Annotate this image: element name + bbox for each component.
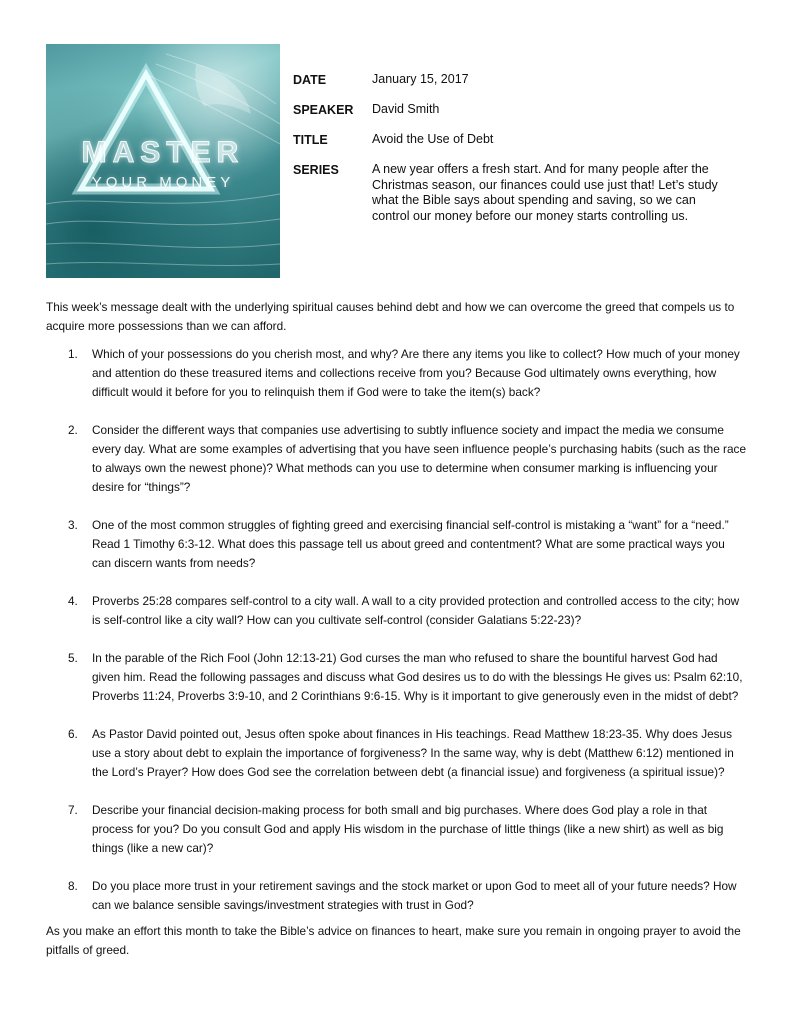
question-text: In the parable of the Rich Fool (John 12:13-21) God curses the man who refused to share the bountiful harvest God had given him. Read the following passages and discuss what God desires us to do with the blessings He gives us: Psalm 62:10, Proverbs 11:24, Proverbs 3:9-10, and 2 Corinthians 9:6-15. Why is it important to give generously even in the midst of debt? [92, 651, 743, 703]
question-item [46, 649, 746, 706]
date-row [293, 72, 763, 88]
series-label: SERIES [293, 163, 339, 177]
question-number: 5. [68, 651, 78, 665]
series-description: A new year offers a fresh start. And for many people after the Christmas season, our finances could use just that! Let’s study what the Bible says about spending and saving, so we can control our money before our money starts controlling us. [372, 162, 718, 223]
speaker-row [293, 102, 763, 118]
question-number: 4. [68, 594, 78, 608]
speaker-value: David Smith [372, 102, 440, 116]
question-number: 3. [68, 518, 78, 532]
intro-paragraph: This week’s message dealt with the underlying spiritual causes behind debt and how we can overcome the greed that compels us to acquire more possessions than we can afford. [46, 300, 735, 333]
speaker-label: SPEAKER [293, 103, 354, 117]
question-item [46, 592, 746, 630]
series-artwork [46, 44, 280, 278]
question-text: Describe your financial decision-making process for both small and big purchases. Where does God play a role in that process for you? Do you consult God and apply His wisdom in the purchase of little things (like a new shirt) as well as big things (like a new car)? [92, 803, 724, 855]
question-text: One of the most common struggles of fighting greed and exercising financial self-control is mistaking a “want” for a “need.” Read 1 Timothy 6:3-12. What does this passage tell us about greed and contentment? What are some practical ways you can discern wants from needs? [92, 518, 729, 570]
question-number: 6. [68, 727, 78, 741]
sermon-metadata [293, 72, 763, 238]
question-number: 8. [68, 879, 78, 893]
question-number: 2. [68, 423, 78, 437]
question-text: As Pastor David pointed out, Jesus often spoke about finances in His teachings. Read Matthew 18:23-35. Why does Jesus use a story about debt to explain the importance of forgiveness? In the same way, why is debt (Matthew 6:12) mentioned in the Lord’s Prayer? How does God see the correlation between debt (a financial issue) and forgiveness (a spiritual issue)? [92, 727, 734, 779]
artwork-title-master: MASTER [81, 136, 245, 169]
date-value: January 15, 2017 [372, 72, 469, 86]
question-item [46, 516, 746, 573]
question-item [46, 345, 746, 402]
question-text: Do you place more trust in your retirement savings and the stock market or upon God to meet all of your future needs? How can we balance sensible savings/investment strategies with trust in God? [92, 879, 737, 912]
question-item [46, 801, 746, 858]
title-value: Avoid the Use of Debt [372, 132, 494, 146]
question-item [46, 725, 746, 782]
artwork-title-your-money: YOUR MONEY [91, 174, 235, 191]
question-number: 1. [68, 347, 78, 361]
question-text: Which of your possessions do you cherish most, and why? Are there any items you like to collect? How much of your money and attention do these treasured items and collections receive from you? Because God ultimately owns everything, how difficult would it before for you to relinquish them if God were to take the item(s) back? [92, 347, 740, 399]
closing-paragraph: As you make an effort this month to take the Bible’s advice on finances to heart, make sure you remain in ongoing prayer to avoid the pitfalls of greed. [46, 924, 741, 957]
question-number: 7. [68, 803, 78, 817]
discussion-questions [46, 345, 746, 934]
question-item [46, 421, 746, 497]
question-text: Consider the different ways that companies use advertising to subtly influence society and impact the media we consume every day. What are some examples of advertising that you have seen influence people’s purchasing habits (such as the race to always own the newest phone)? What methods can you use to determine when consumer marking is influencing your desire for “things”? [92, 423, 747, 494]
date-label: DATE [293, 73, 327, 87]
series-row [293, 162, 763, 224]
question-item [46, 877, 746, 915]
title-row [293, 132, 763, 148]
question-text: Proverbs 25:28 compares self-control to a city wall. A wall to a city provided protection and controlled access to the city; how is self-control like a city wall? How can you cultivate self-control (consider Galatians 5:22-23)? [92, 594, 740, 627]
title-label: TITLE [293, 133, 328, 147]
